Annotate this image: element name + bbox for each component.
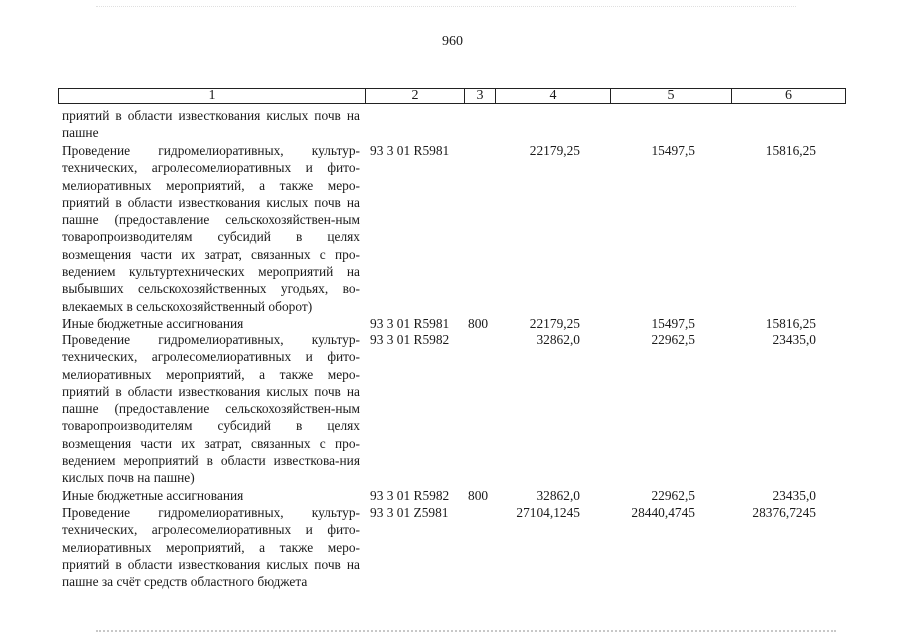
row-5-value-col5: 28440,4745: [631, 505, 695, 520]
row-2-kind: 800: [468, 316, 489, 331]
header-col-4: 4: [496, 89, 611, 103]
row-0-description: приятий в области известкования кислых почв на пашне: [62, 108, 360, 141]
row-3-value-col5: 22962,5: [651, 332, 695, 347]
header-col-3: 3: [465, 89, 496, 103]
row-3-description: Проведение гидромелиоративных, культур-технических, агролесомелиоративных и фито-мелиоративных мероприятий, а также меро-приятий в области известкования кислых почв на пашне (предоставление сельскохозяйствен-ным товаропроизводителям субсидий в целях возмещения части их затрат, связанных с про-ведением мероприятий в области известкова-ния кислых почв на пашне): [62, 332, 360, 486]
table-header: [58, 88, 846, 104]
row-1-description: Проведение гидромелиоративных, культур-технических, агролесомелиоративных и фито-мелиоративных мероприятий, а также меро-приятий в области известкования кислых почв на пашне (предоставление сельскохозяйствен-ным товаропроизводителям субсидий в целях возмещения части их затрат, связанных с про-ведением культуртехнических мероприятий на выбывших сельскохозяйственных угодьях, во-влекаемых в сельскохозяйственный оборот): [62, 143, 360, 314]
header-col-5: 5: [611, 89, 732, 103]
row-5-value-col6: 28376,7245: [752, 505, 816, 520]
row-2-value-col4: 22179,25: [529, 316, 580, 331]
row-4-value-col5: 22962,5: [651, 488, 695, 503]
row-3-code: 93 3 01 R5982: [370, 332, 450, 347]
row-4-code: 93 3 01 R5982: [370, 488, 450, 503]
row-1-value-col6: 15816,25: [765, 143, 816, 158]
header-col-2: 2: [366, 89, 465, 103]
page-number: 960: [442, 34, 463, 49]
row-1-value-col5: 15497,5: [651, 143, 695, 158]
row-5-code: 93 3 01 Z5981: [370, 505, 449, 520]
row-4-description: Иные бюджетные ассигнования: [62, 488, 244, 503]
row-3-value-col4: 32862,0: [536, 332, 580, 347]
row-4-kind: 800: [468, 488, 489, 503]
row-2-value-col6: 15816,25: [765, 316, 816, 331]
row-1-code: 93 3 01 R5981: [370, 143, 450, 158]
row-2-description: Иные бюджетные ассигнования: [62, 316, 244, 331]
header-col-1: 1: [59, 89, 366, 103]
row-2-code: 93 3 01 R5981: [370, 316, 450, 331]
scan-artifact-top: [96, 6, 796, 8]
row-4-value-col6: 23435,0: [772, 488, 816, 503]
row-3-value-col6: 23435,0: [772, 332, 816, 347]
row-1-value-col4: 22179,25: [529, 143, 580, 158]
row-5-value-col4: 27104,1245: [516, 505, 580, 520]
row-4-value-col4: 32862,0: [536, 488, 580, 503]
row-2-value-col5: 15497,5: [651, 316, 695, 331]
scan-artifact-bottom: [96, 630, 836, 634]
header-col-6: 6: [785, 88, 792, 103]
row-5-description: Проведение гидромелиоративных, культур-технических, агролесомелиоративных и фито-мелиоративных мероприятий, а также меро-приятий в области известкования кислых почв на пашне за счёт средств областного бюджета: [62, 505, 360, 590]
